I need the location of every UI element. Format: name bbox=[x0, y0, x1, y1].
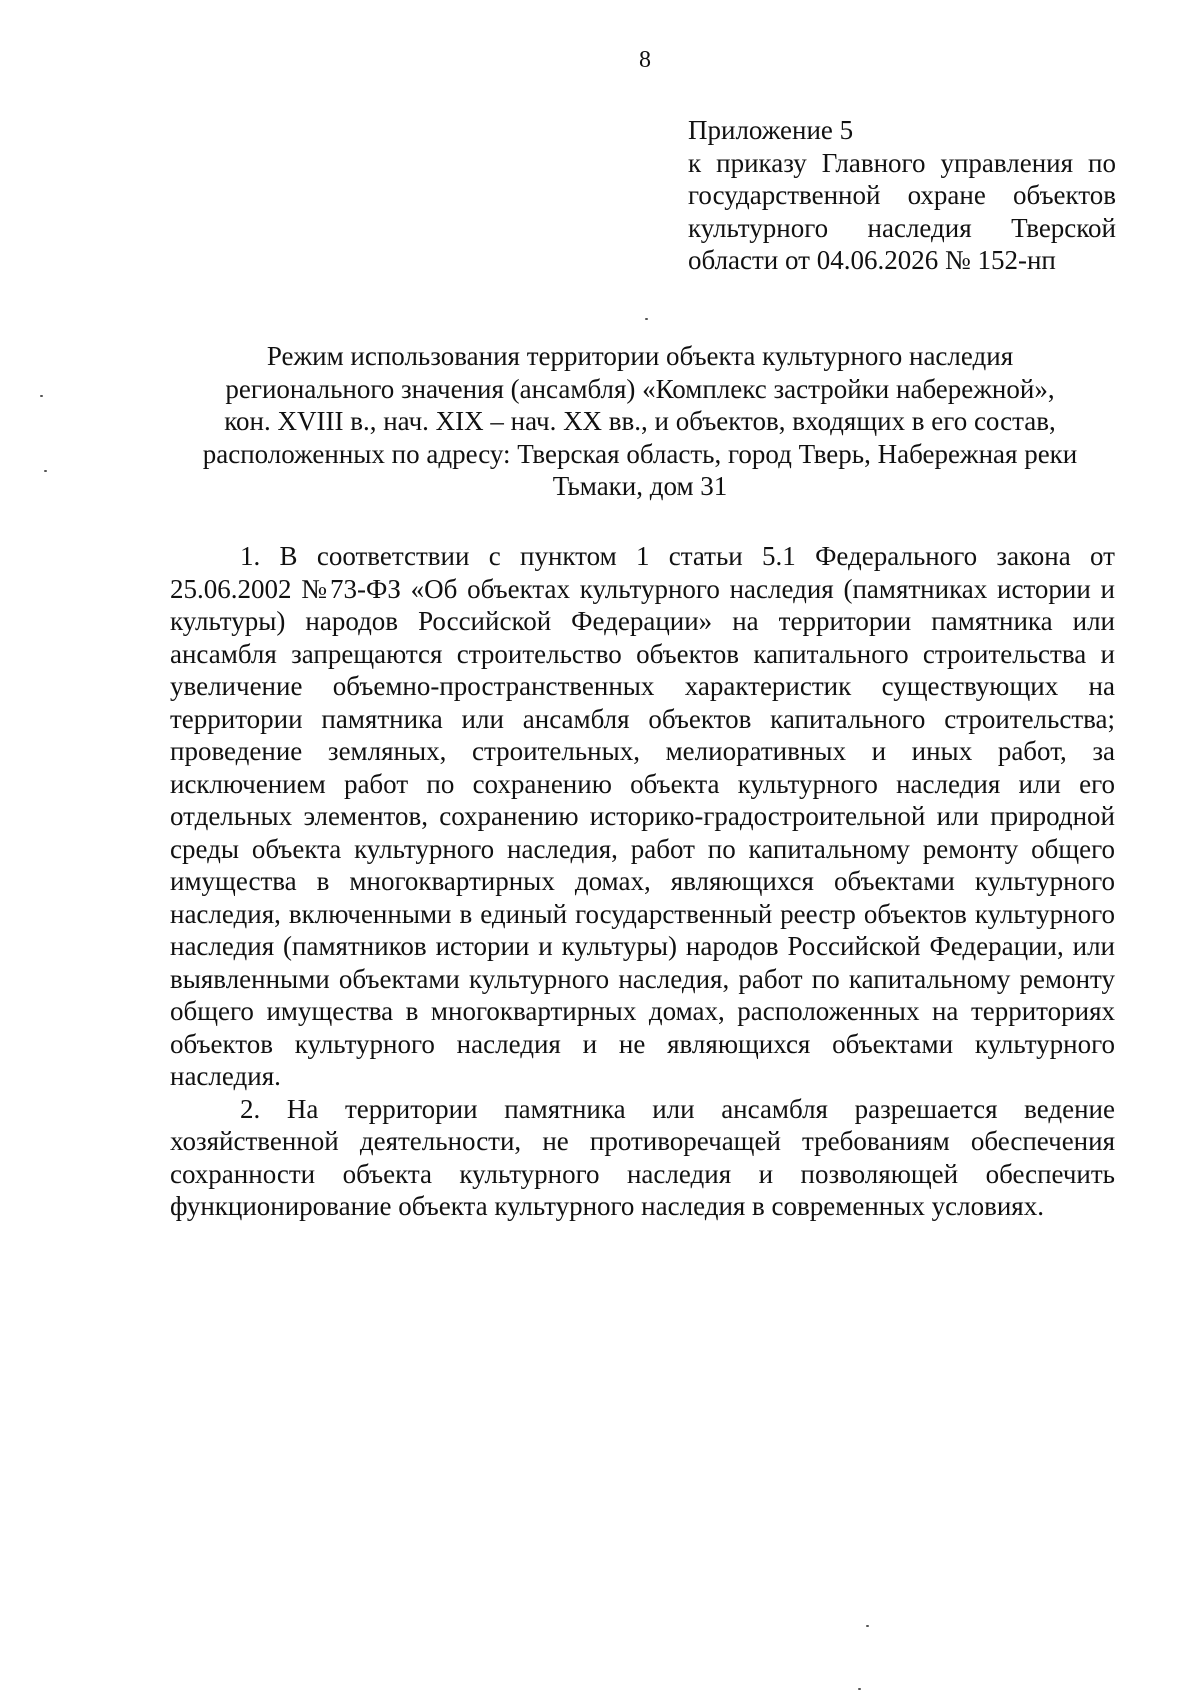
appendix-title: Приложение 5 bbox=[688, 115, 854, 145]
document-title bbox=[170, 340, 1110, 503]
scan-speck bbox=[858, 1688, 861, 1690]
scan-speck bbox=[866, 1625, 869, 1627]
scan-speck bbox=[645, 318, 648, 320]
appendix-line: области от 04.06.2026 № 152-нп bbox=[688, 245, 1056, 275]
scan-speck bbox=[44, 470, 47, 472]
title-line: кон. XVIII в., нач. XIX – нач. XX вв., и объектов, входящих в его состав, bbox=[224, 406, 1056, 436]
title-line: Режим использования территории объекта культурного наследия bbox=[266, 341, 1014, 371]
page-number: 8 bbox=[639, 47, 651, 73]
paragraph-1: 1. В соответствии с пунктом 1 статьи 5.1 Федерального закона от 25.06.2002 №73-ФЗ «Об объектах культурного наследия (памятниках истории и культуры) народов Российской Федерации» на территории памятника или ансамбля запрещаются строительство объектов капитального строительства и увеличение объемно-пространственных характеристик существующих на территории памятника или ансамбля объектов капитального строительства; проведение земляных, строительных, мелиоративных и иных работ, за исключением работ по сохранению объекта культурного наследия или его отдельных элементов, сохранению историко-градостроительной или природной среды объекта культурного наследия, работ по капитальному ремонту общего имущества в многоквартирных домах, являющихся объектами культурного наследия, включенными в единый государственный реестр объектов культурного наследия (памятников истории и культуры) народов Российской Федерации, или выявленными объектами культурного наследия, работ по капитальному ремонту общего имущества в многоквартирных домах, расположенных на территориях объектов культурного наследия и не являющихся объектами культурного наследия. bbox=[170, 541, 1115, 1091]
paragraph-2: 2. На территории памятника или ансамбля разрешается ведение хозяйственной деятельности, не противоречащей требованиям обеспечения сохранности объекта культурного наследия и позволяющей обеспечить функционирование объекта культурного наследия в современных условиях. bbox=[170, 1093, 1115, 1221]
appendix-line: культурного наследия Тверской bbox=[688, 212, 1116, 243]
appendix-line: государственной охране объектов bbox=[688, 180, 1116, 210]
title-line: регионального значения (ансамбля) «Комплекс застройки набережной», bbox=[225, 373, 1055, 404]
scan-speck bbox=[40, 395, 43, 397]
appendix-block bbox=[688, 114, 1116, 277]
title-line: расположенных по адресу: Тверская область, город Тверь, Набережная реки bbox=[202, 438, 1078, 469]
appendix-line: к приказу Главного управления по bbox=[688, 147, 1116, 178]
title-line: Тьмаки, дом 31 bbox=[552, 471, 728, 501]
document-body bbox=[170, 540, 1115, 1223]
